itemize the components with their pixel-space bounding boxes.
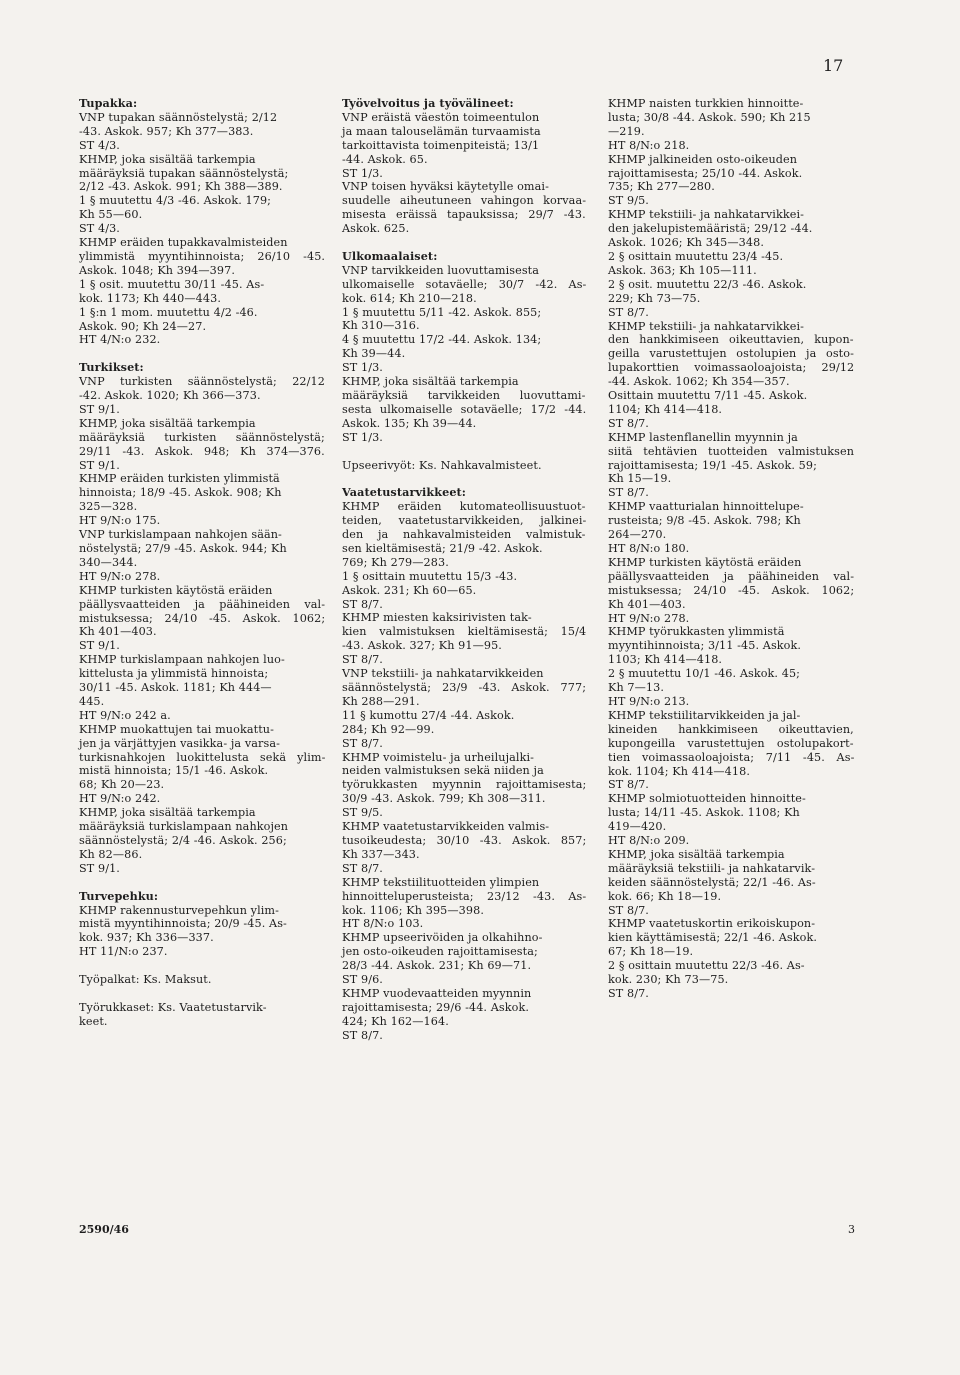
text-line: 29/11 -43. Askok. 948; Kh 374—376. bbox=[79, 444, 325, 458]
text-line: ST 9/5. bbox=[608, 194, 649, 208]
text-line: 769; Kh 279—283. bbox=[342, 555, 449, 569]
text-line: Työrukkaset: Ks. Vaatetustarvik- bbox=[79, 1000, 267, 1014]
text-line: kok. 1106; Kh 395—398. bbox=[342, 903, 484, 917]
text-line: VNP tupakan säännöstelystä; 2/12 bbox=[79, 110, 278, 124]
text-line: KHMP upseerivöiden ja olkahihno- bbox=[342, 931, 543, 945]
text-line: KHMP, joka sisältää tarkempia bbox=[608, 847, 785, 861]
text-line: ST 8/7. bbox=[608, 903, 649, 917]
column-left bbox=[79, 97, 325, 1029]
text-line: tusoikeudesta; 30/10 -43. Askok. 857; bbox=[342, 833, 587, 847]
text-line: neiden valmistuksen sekä niiden ja bbox=[342, 764, 544, 778]
text-line: ja maan talouselämän turvaamista bbox=[342, 124, 541, 138]
text-line: Kh 288—291. bbox=[342, 694, 420, 708]
text-line: nöstelystä; 27/9 -45. Askok. 944; Kh bbox=[79, 541, 287, 555]
text-line: KHMP muokattujen tai muokattu- bbox=[79, 722, 274, 736]
text-line: KHMP vaatetuskortin erikoiskupon- bbox=[608, 917, 816, 931]
text-line: säännöstelystä; 2/4 -46. Askok. 256; bbox=[79, 834, 287, 848]
text-line: KHMP, joka sisältää tarkempia bbox=[342, 375, 519, 389]
text-line: 30/9 -43. Askok. 799; Kh 308—311. bbox=[342, 792, 546, 806]
text-line bbox=[342, 472, 586, 486]
text-line: kok. 937; Kh 336—337. bbox=[79, 931, 214, 945]
text-line: mistuksessa; 24/10 -45. Askok. 1062; bbox=[608, 583, 855, 597]
text-line: KHMP työrukkasten ylimmistä bbox=[608, 625, 785, 639]
text-line: KHMP eräiden tupakkavalmisteiden bbox=[79, 236, 288, 250]
text-line: KHMP eräiden kutomateollisuustuot- bbox=[342, 500, 586, 514]
text-line: Työpalkat: Ks. Maksut. bbox=[79, 973, 212, 987]
text-line: HT 8/N:o 218. bbox=[608, 138, 690, 152]
text-line: KHMP vaatetustarvikkeiden valmis- bbox=[342, 820, 550, 834]
text-line: ST 9/1. bbox=[79, 861, 120, 875]
text-line: 2 § osittain muutettu 23/4 -45. bbox=[608, 249, 784, 263]
column-right bbox=[608, 97, 854, 1001]
section-heading: Ulkomaalaiset: bbox=[342, 248, 438, 263]
text-line: sesta ulkomaiselle sotaväelle; 17/2 -44. bbox=[342, 402, 587, 416]
text-line: KHMP eräiden turkisten ylimmistä bbox=[79, 472, 280, 486]
text-line: KHMP naisten turkkien hinnoitte- bbox=[608, 97, 804, 110]
text-line: misesta eräissä tapauksissa; 29/7 -43. bbox=[342, 208, 586, 222]
text-line: HT 4/N:o 232. bbox=[79, 333, 161, 347]
text-line: kok. 230; Kh 73—75. bbox=[608, 973, 729, 987]
text-line: 1 §:n 1 mom. muutettu 4/2 -46. bbox=[79, 305, 258, 319]
text-line: ST 8/7. bbox=[342, 861, 383, 875]
text-line: kien käyttämisestä; 22/1 -46. Askok. bbox=[608, 931, 818, 945]
text-line: 284; Kh 92—99. bbox=[342, 722, 435, 736]
text-line: KHMP lastenflanellin myynnin ja bbox=[608, 430, 798, 444]
text-line: rajoittamisesta; 29/6 -44. Askok. bbox=[342, 1000, 530, 1014]
text-line: 735; Kh 277—280. bbox=[608, 180, 715, 194]
text-line: VNP toisen hyväksi käytetylle omai- bbox=[342, 180, 549, 194]
text-line: mistä myyntihinnoista; 20/9 -45. As- bbox=[79, 917, 287, 931]
text-line: Askok. 90; Kh 24—27. bbox=[79, 319, 207, 333]
text-line: rusteista; 9/8 -45. Askok. 798; Kh bbox=[608, 514, 801, 528]
text-line bbox=[79, 987, 325, 1001]
section-heading: Turvepehku: bbox=[79, 888, 159, 903]
text-line: päällysvaatteiden ja päähineiden val- bbox=[608, 569, 855, 583]
signature-mark: 3 bbox=[848, 1223, 855, 1236]
text-line: kok. 614; Kh 210—218. bbox=[342, 291, 477, 305]
text-line: keiden säännöstelystä; 22/1 -46. As- bbox=[608, 875, 816, 889]
text-line: lusta; 30/8 -44. Askok. 590; Kh 215 bbox=[608, 110, 811, 124]
text-line: -43. Askok. 327; Kh 91—95. bbox=[342, 639, 502, 653]
page-number: 17 bbox=[823, 56, 844, 75]
text-line: ST 1/3. bbox=[342, 361, 383, 375]
text-line: HT 11/N:o 237. bbox=[79, 945, 168, 959]
text-line: Kh 310—316. bbox=[342, 319, 420, 333]
text-line: 67; Kh 18—19. bbox=[608, 945, 694, 959]
text-line: VNP eräistä väestön toimeentulon bbox=[342, 110, 540, 124]
text-line: 264—270. bbox=[608, 528, 667, 542]
text-line: ylimmistä myyntihinnoista; 26/10 -45. bbox=[79, 249, 326, 263]
text-line: -44. Askok. 65. bbox=[342, 152, 428, 166]
text-line: päällysvaatteiden ja päähineiden val- bbox=[79, 597, 326, 611]
text-line: Askok. 135; Kh 39—44. bbox=[342, 416, 477, 430]
text-line: VNP turkislampaan nahkojen sään- bbox=[79, 528, 282, 542]
text-line bbox=[79, 876, 325, 890]
text-line: tarkoittavista toimenpiteistä; 13/1 bbox=[342, 138, 540, 152]
text-line: ST 9/1. bbox=[79, 639, 120, 653]
text-line: jen osto-oikeuden rajoittamisesta; bbox=[342, 945, 538, 959]
text-line: Upseerivyöt: Ks. Nahkavalmisteet. bbox=[342, 458, 542, 472]
text-line: työrukkasten myynnin rajoittamisesta; bbox=[342, 778, 587, 792]
text-line: Osittain muutettu 7/11 -45. Askok. bbox=[608, 389, 808, 403]
text-line: ST 8/7. bbox=[608, 486, 649, 500]
text-line: 229; Kh 73—75. bbox=[608, 291, 701, 305]
text-line: KHMP vuodevaatteiden myynnin bbox=[342, 986, 532, 1000]
text-line: Kh 401—403. bbox=[608, 597, 686, 611]
text-line bbox=[342, 445, 586, 459]
text-line: -44. Askok. 1062; Kh 354—357. bbox=[608, 375, 790, 389]
text-line: 1 § muutettu 4/3 -46. Askok. 179; bbox=[79, 194, 272, 208]
column-middle bbox=[342, 97, 586, 1043]
text-line: siitä tehtävien tuotteiden valmistuksen bbox=[608, 444, 855, 458]
text-line: määräyksiä tarvikkeiden luovuttami- bbox=[342, 389, 586, 403]
text-line: lusta; 14/11 -45. Askok. 1108; Kh bbox=[608, 806, 800, 820]
text-line: KHMP, joka sisältää tarkempia bbox=[79, 806, 256, 820]
text-line: 1 § osittain muutettu 15/3 -43. bbox=[342, 569, 518, 583]
text-line: VNP turkisten säännöstelystä; 22/12 bbox=[79, 375, 325, 389]
text-line: HT 9/N:o 278. bbox=[608, 611, 690, 625]
text-line: 1103; Kh 414—418. bbox=[608, 653, 723, 667]
text-line: säännöstelystä; 23/9 -43. Askok. 777; bbox=[342, 681, 587, 695]
print-code: 2590/46 bbox=[79, 1223, 129, 1236]
text-line: 68; Kh 20—23. bbox=[79, 778, 165, 792]
text-line: ST 8/7. bbox=[608, 778, 649, 792]
text-line: teiden, vaatetustarvikkeiden, jalkinei- bbox=[342, 514, 587, 528]
text-line: ST 4/3. bbox=[79, 222, 120, 236]
text-line: ST 8/7. bbox=[608, 305, 649, 319]
text-line: 4 § muutettu 17/2 -44. Askok. 134; bbox=[342, 333, 542, 347]
text-line: tien voimassaoloajoista; 7/11 -45. As- bbox=[608, 750, 855, 764]
text-line: HT 9/N:o 175. bbox=[79, 514, 161, 528]
text-line: den hankkimiseen oikeuttavien, kupon- bbox=[608, 333, 854, 347]
text-line: sen kieltämisestä; 21/9 -42. Askok. bbox=[342, 541, 543, 555]
text-line: den ja nahkavalmisteiden valmistuk- bbox=[342, 528, 586, 542]
text-line: Kh 337—343. bbox=[342, 847, 420, 861]
text-line: ST 8/7. bbox=[342, 653, 383, 667]
text-line: KHMP miesten kaksirivisten tak- bbox=[342, 611, 532, 625]
section-heading: Vaatetustarvikkeet: bbox=[342, 485, 467, 500]
text-line: kittelusta ja ylimmistä hinnoista; bbox=[79, 667, 269, 681]
text-line: 424; Kh 162—164. bbox=[342, 1014, 449, 1028]
text-line: keet. bbox=[79, 1014, 108, 1028]
text-line: —219. bbox=[608, 124, 645, 138]
text-line: ST 9/1. bbox=[79, 402, 120, 416]
text-line: den jakelupistemääristä; 29/12 -44. bbox=[608, 222, 813, 236]
text-line: Askok. 1048; Kh 394—397. bbox=[79, 263, 235, 277]
text-line: Kh 15—19. bbox=[608, 472, 672, 486]
text-line bbox=[79, 959, 325, 973]
text-line: 325—328. bbox=[79, 500, 138, 514]
text-line: mistuksessa; 24/10 -45. Askok. 1062; bbox=[79, 611, 326, 625]
text-line: 419—420. bbox=[608, 820, 667, 834]
text-line: 2/12 -43. Askok. 991; Kh 388—389. bbox=[79, 180, 283, 194]
text-line: KHMP jalkineiden osto-oikeuden bbox=[608, 152, 798, 166]
text-line: HT 9/N:o 242. bbox=[79, 792, 161, 806]
text-line: HT 9/N:o 242 a. bbox=[79, 708, 171, 722]
text-line: suudelle aiheutuneen vahingon korvaa- bbox=[342, 194, 587, 208]
text-line: turkisnahkojen luokittelusta sekä ylim- bbox=[79, 750, 326, 764]
text-line: ST 8/7. bbox=[342, 736, 383, 750]
text-line: Kh 82—86. bbox=[79, 847, 143, 861]
text-line bbox=[342, 236, 586, 250]
text-line: 1 § muutettu 5/11 -42. Askok. 855; bbox=[342, 305, 542, 319]
text-line: KHMP vaatturialan hinnoittelupe- bbox=[608, 500, 804, 514]
text-line: -43. Askok. 957; Kh 377—383. bbox=[79, 124, 254, 138]
text-line bbox=[79, 347, 325, 361]
text-line: Kh 401—403. bbox=[79, 625, 157, 639]
text-line: kupongeilla varustettujen ostolupakort- bbox=[608, 736, 854, 750]
text-line: KHMP turkisten käytöstä eräiden bbox=[608, 555, 802, 569]
text-line: HT 8/N:o 103. bbox=[342, 917, 424, 931]
text-line: ST 4/3. bbox=[79, 138, 120, 152]
text-line: HT 9/N:o 213. bbox=[608, 694, 690, 708]
text-line: määräyksiä tupakan säännöstelystä; bbox=[79, 166, 289, 180]
text-line: KHMP turkislampaan nahkojen luo- bbox=[79, 653, 285, 667]
text-line: HT 9/N:o 278. bbox=[79, 569, 161, 583]
text-line: 2 § osit. muutettu 22/3 -46. Askok. bbox=[608, 277, 807, 291]
text-line: 2 § muutettu 10/1 -46. Askok. 45; bbox=[608, 667, 801, 681]
text-line: ST 1/3. bbox=[342, 430, 383, 444]
section-heading: Työvelvoitus ja työvälineet: bbox=[342, 96, 514, 110]
text-line: HT 8/N:o 180. bbox=[608, 542, 690, 555]
text-line: lupakorttien voimassaoloajoista; 29/12 bbox=[608, 361, 855, 375]
text-line: myyntihinnoista; 3/11 -45. Askok. bbox=[608, 639, 802, 653]
text-line: geilla varustettujen ostolupien ja osto- bbox=[608, 347, 854, 361]
text-line: KHMP solmiotuotteiden hinnoitte- bbox=[608, 792, 806, 806]
text-line: ST 8/7. bbox=[342, 1028, 383, 1042]
text-line: jen ja värjättyjen vasikka- ja varsa- bbox=[79, 736, 280, 750]
text-line: 11 § kumottu 27/4 -44. Askok. bbox=[342, 708, 515, 722]
text-line: Kh 39—44. bbox=[342, 347, 406, 361]
text-line: Askok. 1026; Kh 345—348. bbox=[608, 236, 764, 250]
text-line: hinnoista; 18/9 -45. Askok. 908; Kh bbox=[79, 486, 282, 500]
text-line: ST 8/7. bbox=[608, 416, 649, 430]
text-line: kok. 1173; Kh 440—443. bbox=[79, 291, 221, 305]
section-heading: Tupakka: bbox=[79, 96, 138, 110]
text-line: KHMP tekstiili- ja nahkatarvikkei- bbox=[608, 208, 805, 222]
text-line: Askok. 363; Kh 105—111. bbox=[608, 263, 757, 277]
text-line: kien valmistuksen kieltämisestä; 15/4 bbox=[342, 625, 587, 639]
text-line: määräyksiä turkislampaan nahkojen bbox=[79, 820, 289, 834]
text-line: VNP tarvikkeiden luovuttamisesta bbox=[342, 263, 540, 277]
text-line: ST 9/1. bbox=[79, 458, 120, 472]
section-heading: Turkikset: bbox=[79, 360, 144, 375]
text-line: Askok. 625. bbox=[342, 222, 410, 236]
text-line: ST 9/6. bbox=[342, 973, 383, 987]
text-line: KHMP rakennusturvepehkun ylim- bbox=[79, 903, 280, 917]
text-line: -42. Askok. 1020; Kh 366—373. bbox=[79, 389, 261, 403]
text-line: 1104; Kh 414—418. bbox=[608, 402, 723, 416]
text-line: KHMP tekstiilituotteiden ylimpien bbox=[342, 875, 540, 889]
text-line: KHMP, joka sisältää tarkempia bbox=[79, 416, 256, 430]
text-line: Kh 55—60. bbox=[79, 208, 143, 222]
text-line: rajoittamisesta; 19/1 -45. Askok. 59; bbox=[608, 458, 817, 472]
text-line: Askok. 231; Kh 60—65. bbox=[342, 583, 477, 597]
text-line: Kh 7—13. bbox=[608, 681, 665, 695]
text-line: kineiden hankkimiseen oikeuttavien, bbox=[608, 722, 854, 736]
text-line: KHMP voimistelu- ja urheilujalki- bbox=[342, 750, 535, 764]
text-line: 1 § osit. muutettu 30/11 -45. As- bbox=[79, 277, 265, 291]
text-line: KHMP turkisten käytöstä eräiden bbox=[79, 583, 273, 597]
text-line: VNP tekstiili- ja nahkatarvikkeiden bbox=[342, 667, 544, 681]
text-line: määräyksiä turkisten säännöstelystä; bbox=[79, 430, 325, 444]
text-line: ulkomaiselle sotaväelle; 30/7 -42. As- bbox=[342, 277, 587, 291]
text-line: ST 8/7. bbox=[342, 597, 383, 611]
text-line: KHMP, joka sisältää tarkempia bbox=[79, 152, 256, 166]
text-line: määräyksiä tekstiili- ja nahkatarvik- bbox=[608, 861, 816, 875]
text-line: hinnoitteluperusteista; 23/12 -43. As- bbox=[342, 889, 587, 903]
text-line: ST 1/3. bbox=[342, 166, 383, 180]
text-line: KHMP tekstiili- ja nahkatarvikkei- bbox=[608, 319, 805, 333]
text-line: kok. 1104; Kh 414—418. bbox=[608, 764, 750, 778]
text-line: 30/11 -45. Askok. 1181; Kh 444— bbox=[79, 681, 272, 695]
text-line: 340—344. bbox=[79, 555, 138, 569]
text-line: kok. 66; Kh 18—19. bbox=[608, 889, 722, 903]
text-line: 2 § osittain muutettu 22/3 -46. As- bbox=[608, 959, 805, 973]
text-line: ST 8/7. bbox=[608, 987, 649, 1000]
text-line: rajoittamisesta; 25/10 -44. Askok. bbox=[608, 166, 803, 180]
text-line: 445. bbox=[79, 694, 105, 708]
text-line: HT 8/N:o 209. bbox=[608, 834, 690, 848]
text-line: 28/3 -44. Askok. 231; Kh 69—71. bbox=[342, 959, 532, 973]
text-line: mistä hinnoista; 15/1 -46. Askok. bbox=[79, 764, 269, 778]
text-line: KHMP tekstiilitarvikkeiden ja jal- bbox=[608, 708, 801, 722]
text-line: ST 9/5. bbox=[342, 806, 383, 820]
